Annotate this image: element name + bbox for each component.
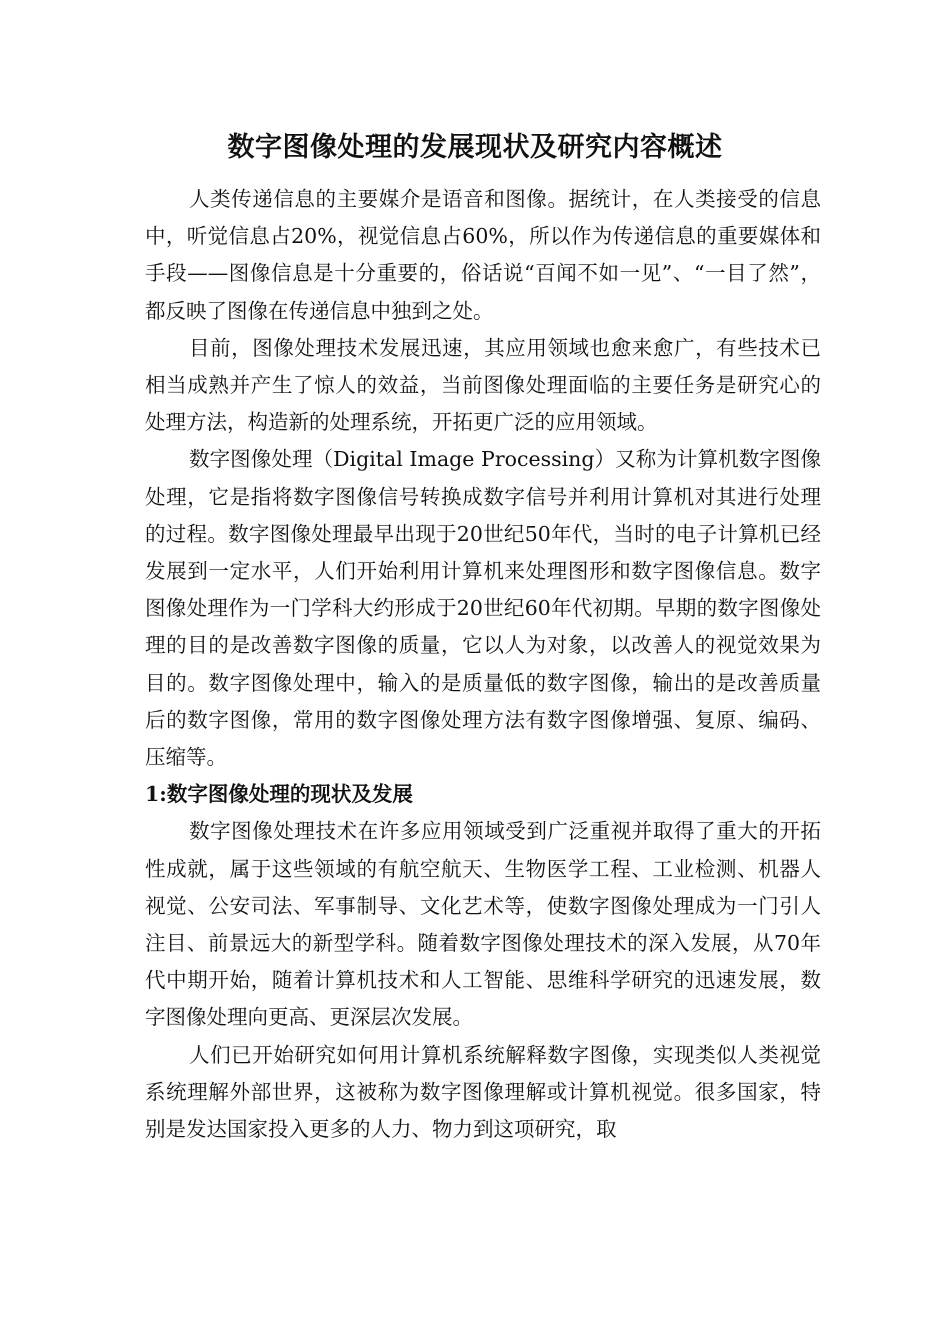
paragraph: 人们已开始研究如何用计算机系统解释数字图像，实现类似人类视觉系统理解外部世界，这被称为数字图像理解或计算机视觉。很多国家，特别是发达国家投入更多的人力、物力到这项研究，取 xyxy=(145,1042,821,1142)
document-title: 数字图像处理的发展现状及研究内容概述 xyxy=(227,132,723,163)
paragraph: 目前，图像处理技术发展迅速，其应用领域也愈来愈广，有些技术已相当成熟并产生了惊人的效益，当前图像处理面临的主要任务是研究心的处理方法，构造新的处理系统，开拓更广泛的应用领域。 xyxy=(145,335,821,435)
paragraph: 数字图像处理（Digital Image Processing）又称为计算机数字图像处理，它是指将数字图像信号转换成数字信号并利用计算机对其进行处理的过程。数字图像处理最早出现于20世纪50年代，当时的电子计算机已经发展到一定水平，人们开始利用计算机来处理图形和数字图像信息。数字图像处理作为一门学科大约形成于20世纪60年代初期。早期的数字图像处理的目的是改善数字图像的质量，它以人为对象，以改善人的视觉效果为目的。数字图像处理中，输入的是质量低的数字图像，输出的是改善质量后的数字图像，常用的数字图像处理方法有数字图像增强、复原、编码、压缩等。 xyxy=(145,447,821,770)
paragraph: 人类传递信息的主要媒介是语音和图像。据统计，在人类接受的信息中，听觉信息占20%，视觉信息占60%，所以作为传递信息的重要媒体和手段——图像信息是十分重要的，俗话说“百闻不如一见”、“一目了然”，都反映了图像在传递信息中独到之处。 xyxy=(145,187,821,323)
document-body xyxy=(145,181,821,1148)
section-heading: 1:数字图像处理的现状及发展 xyxy=(145,782,413,807)
paragraph: 数字图像处理技术在许多应用领域受到广泛重视并取得了重大的开拓性成就，属于这些领域的有航空航天、生物医学工程、工业检测、机器人视觉、公安司法、军事制导、文化艺术等，使数字图像处理成为一门引人注目、前景远大的新型学科。随着数字图像处理技术的深入发展，从70年代中期开始，随着计算机技术和人工智能、思维科学研究的迅速发展，数字图像处理向更高、更深层次发展。 xyxy=(145,819,821,1030)
